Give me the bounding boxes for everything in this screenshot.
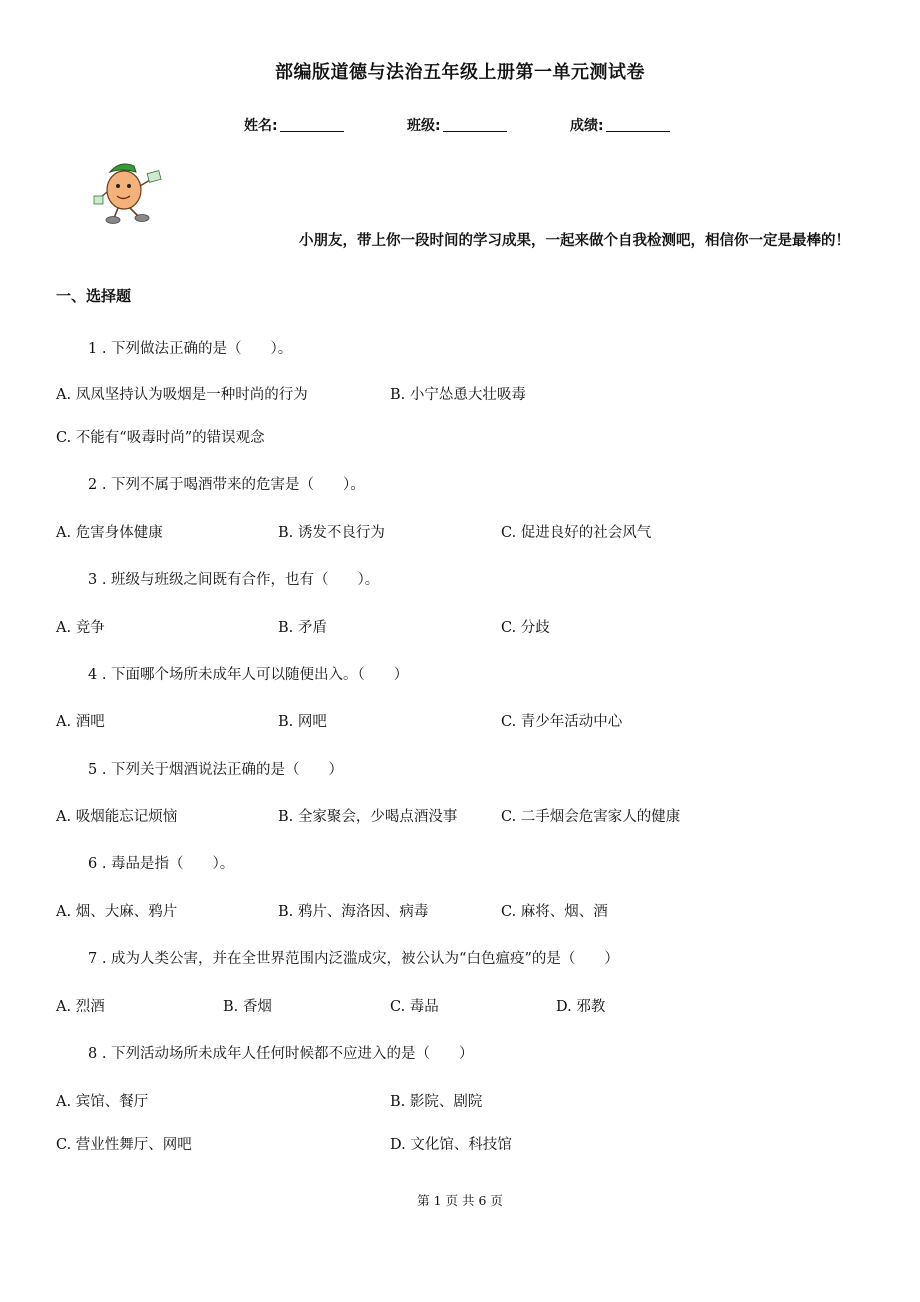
question-2-option-c[interactable]: C. 促进良好的社会风气: [501, 525, 652, 541]
score-label: 成绩:: [570, 118, 604, 134]
question-4-option-c[interactable]: C. 青少年活动中心: [501, 714, 623, 730]
question-2-option-b[interactable]: B. 诱发不良行为: [278, 525, 385, 541]
score-field: [570, 115, 670, 135]
question-7-option-c[interactable]: C. 毒品: [390, 999, 439, 1015]
question-2: 2 . 下列不属于喝酒带来的危害是（ ）。: [88, 477, 365, 493]
student-info-row: [0, 115, 920, 137]
question-4-option-a[interactable]: A. 酒吧: [56, 714, 105, 730]
question-5: 5 . 下列关于烟酒说法正确的是（ ）: [88, 762, 344, 778]
name-field: [244, 115, 344, 135]
section-heading-choice: 一、选择题: [56, 287, 132, 305]
score-blank[interactable]: [606, 117, 670, 132]
question-6: 6 . 毒品是指（ ）。: [88, 856, 235, 872]
question-8: 8 . 下列活动场所未成年人任何时候都不应进入的是（ ）: [88, 1046, 474, 1062]
page-footer: 第 1 页 共 6 页: [417, 1193, 503, 1208]
name-blank[interactable]: [280, 117, 344, 132]
question-3: 3 . 班级与班级之间既有合作，也有（ ）。: [88, 572, 380, 588]
question-7-option-a[interactable]: A. 烈酒: [56, 999, 105, 1015]
class-label: 班级:: [407, 118, 441, 134]
question-2-option-a[interactable]: A. 危害身体健康: [56, 525, 163, 541]
question-8-option-b[interactable]: B. 影院、剧院: [390, 1094, 483, 1110]
question-6-option-b[interactable]: B. 鸦片、海洛因、病毒: [278, 904, 429, 920]
question-3-option-a[interactable]: A. 竞争: [56, 620, 105, 636]
question-4-option-b[interactable]: B. 网吧: [278, 714, 327, 730]
question-1-option-c[interactable]: C. 不能有“吸毒时尚”的错误观念: [56, 430, 265, 446]
greeting-text: 小朋友，带上你一段时间的学习成果，一起来做个自我检测吧，相信你一定是最棒的！: [299, 233, 850, 249]
class-field: [407, 115, 507, 135]
question-1-option-a[interactable]: A. 凤凤坚持认为吸烟是一种时尚的行为: [56, 387, 308, 403]
question-4: 4 . 下面哪个场所未成年人可以随便出入。（ ）: [88, 667, 409, 683]
question-3-option-b[interactable]: B. 矛盾: [278, 620, 327, 636]
question-6-option-a[interactable]: A. 烟、大麻、鸦片: [56, 904, 178, 920]
question-1: 1 . 下列做法正确的是（ ）。: [88, 341, 293, 357]
question-3-option-c[interactable]: C. 分歧: [501, 620, 550, 636]
question-7: 7 . 成为人类公害，并在全世界范围内泛滥成灾，被公认为“白色瘟疫”的是（ ）: [88, 951, 619, 967]
question-6-option-c[interactable]: C. 麻将、烟、酒: [501, 904, 608, 920]
question-5-option-b[interactable]: B. 全家聚会，少喝点酒没事: [278, 809, 458, 825]
page-title: 部编版道德与法治五年级上册第一单元测试卷: [275, 62, 645, 83]
question-8-option-a[interactable]: A. 宾馆、餐厅: [56, 1094, 149, 1110]
question-8-option-d[interactable]: D. 文化馆、科技馆: [390, 1137, 512, 1153]
question-7-option-b[interactable]: B. 香烟: [223, 999, 272, 1015]
question-8-option-c[interactable]: C. 营业性舞厅、网吧: [56, 1137, 192, 1153]
class-blank[interactable]: [443, 117, 507, 132]
question-5-option-a[interactable]: A. 吸烟能忘记烦恼: [56, 809, 178, 825]
question-7-option-d[interactable]: D. 邪教: [556, 999, 606, 1015]
question-5-option-c[interactable]: C. 二手烟会危害家人的健康: [501, 809, 681, 825]
name-label: 姓名:: [244, 118, 278, 134]
question-1-option-b[interactable]: B. 小宁怂恿大壮吸毒: [390, 387, 526, 403]
cartoon-mascot-icon: [92, 158, 168, 226]
